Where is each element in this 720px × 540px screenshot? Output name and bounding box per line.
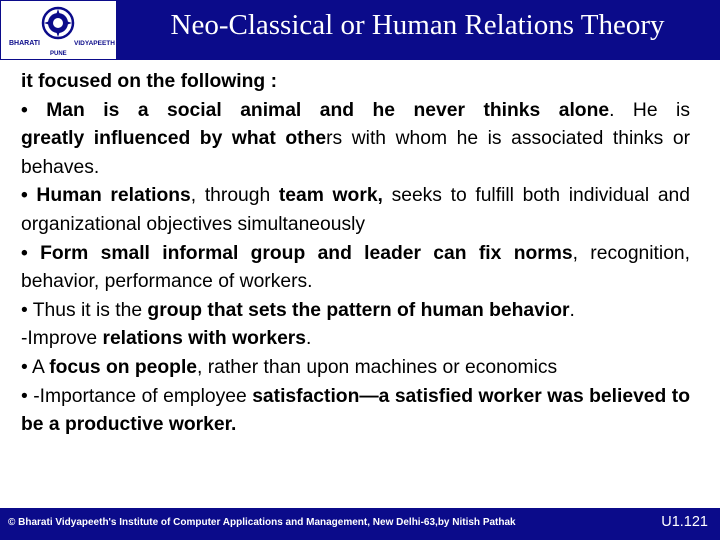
bold-phrase: greatly influenced by what othe	[21, 128, 327, 150]
plain-phrase: , through	[190, 185, 279, 207]
bold-phrase: focus on people	[49, 356, 198, 378]
plain-phrase: seeks to fulfill both individual and organizational objectives simultaneously	[21, 185, 690, 235]
slide-body	[21, 68, 690, 440]
plain-phrase: • A	[21, 356, 50, 378]
line-improve-relations	[21, 325, 690, 354]
bold-phrase: • Man is a social animal and he never thinks alone	[21, 99, 610, 121]
bullet-employee-satisfaction	[21, 383, 690, 440]
plain-phrase: . He is	[609, 99, 690, 121]
plain-phrase: , rather than upon machines or economics	[197, 356, 558, 378]
bold-phrase: relations with workers	[102, 328, 307, 350]
plain-phrase: .	[569, 299, 575, 321]
plain-phrase: • Thus it is the	[21, 299, 148, 321]
bold-phrase: • Form small informal group and leader can fix norms	[21, 242, 573, 264]
bold-phrase: group that sets the pattern of human behavior	[147, 299, 570, 321]
logo-text-bottom: PUNE	[50, 51, 67, 57]
bullet-group-pattern	[21, 297, 690, 326]
bullet-social-animal-line1	[21, 97, 690, 126]
bold-phrase: team work,	[278, 185, 383, 207]
footer-credit: © Bharati Vidyapeeth's Institute of Computer Applications and Management, New Delhi-63,by Nitish Pathak	[8, 517, 516, 528]
bullet-focus-on-people	[21, 354, 690, 383]
plain-phrase: , recognition, behavior, performance of workers.	[21, 242, 690, 293]
intro-text: it focused on the following :	[21, 71, 277, 92]
plain-phrase: .	[306, 328, 312, 350]
logo-text-left: BHARATI	[9, 40, 40, 47]
page-title: Neo-Classical or Human Relations Theory	[170, 9, 665, 41]
footer-band	[0, 508, 720, 540]
intro-line	[21, 68, 690, 97]
bullet-social-animal-rest	[21, 125, 690, 182]
header-band	[0, 0, 720, 60]
bullet-human-relations	[21, 182, 690, 239]
bullet-informal-group	[21, 240, 690, 297]
bold-phrase: • Human relations	[21, 185, 191, 207]
logo-text-right: VIDYAPEETH	[74, 40, 115, 47]
bold-phrase: satisfaction—a satisfied worker was believed to be a productive worker.	[21, 385, 690, 436]
plain-phrase: • -Importance of employee	[21, 385, 253, 407]
plain-phrase: rs with whom he is associated thinks or behaves.	[21, 128, 690, 178]
institute-logo	[0, 0, 117, 60]
page-number: U1.121	[661, 514, 708, 530]
plain-phrase: -Improve	[21, 328, 103, 350]
